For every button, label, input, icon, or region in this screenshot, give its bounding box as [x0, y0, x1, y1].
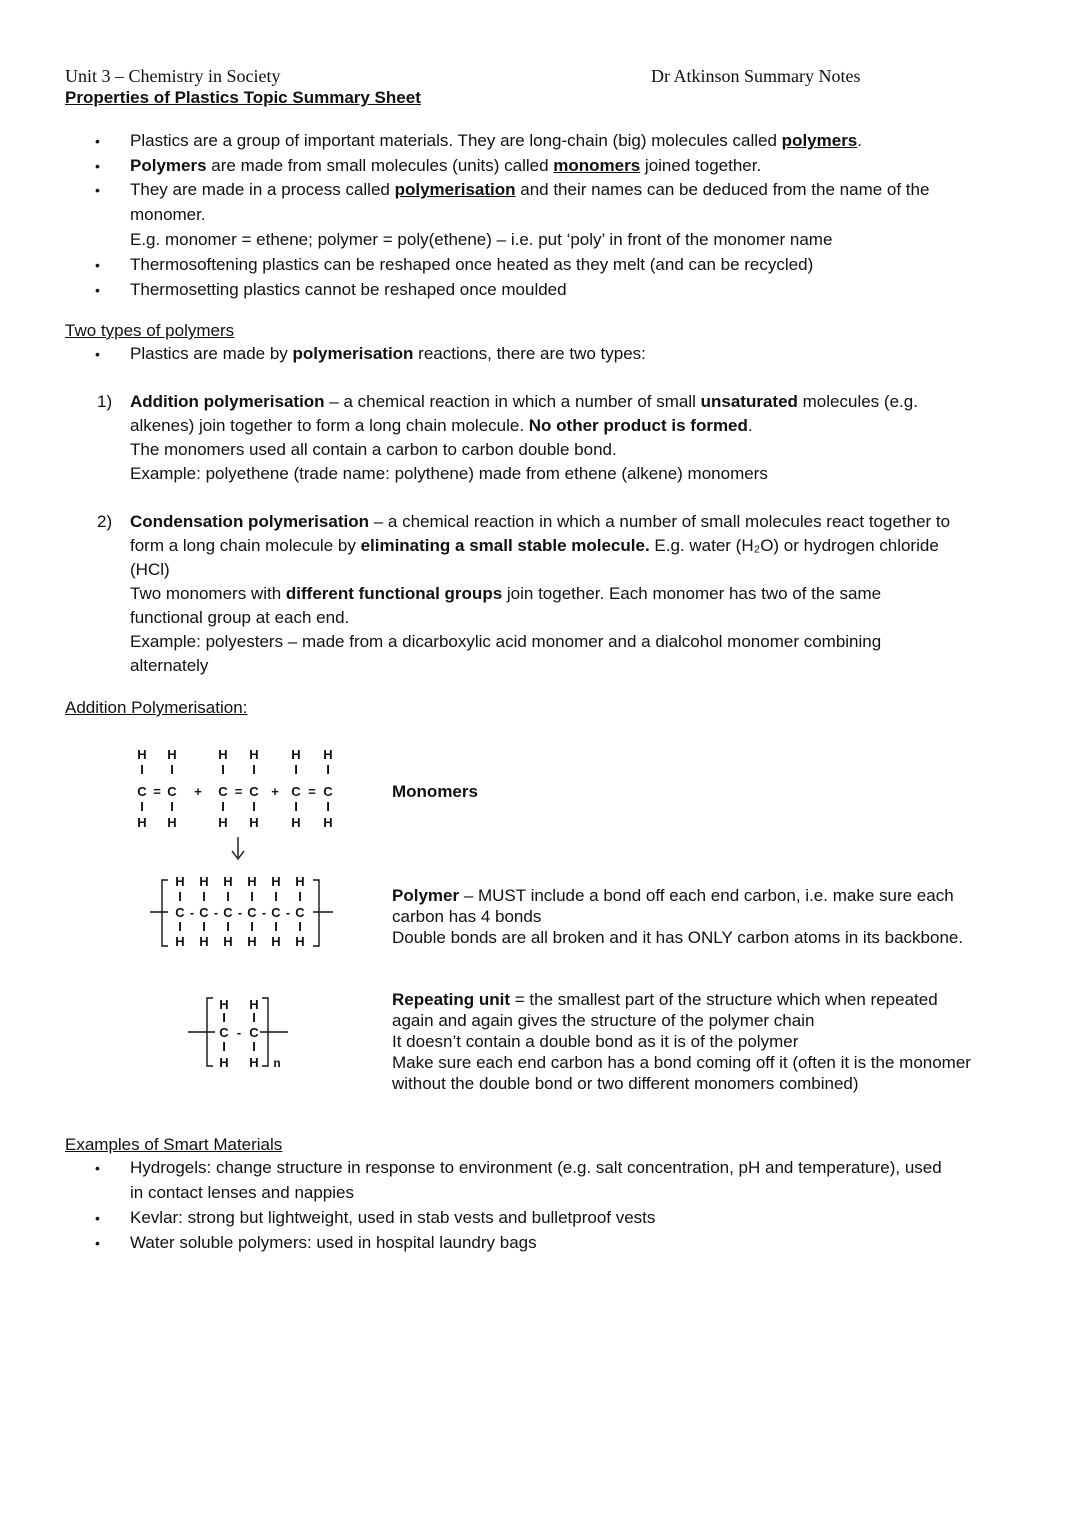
hydrogen-atom: H — [219, 997, 229, 1012]
section-heading-two-types: Two types of polymers — [65, 321, 235, 340]
carbon-atom: C — [247, 905, 257, 920]
key-term: polymerisation — [292, 344, 414, 363]
single-bond: I — [252, 1010, 256, 1025]
section-heading-smart: Examples of Smart Materials — [65, 1135, 283, 1154]
plus-sign: + — [194, 784, 202, 799]
hydrogen-atom: H — [249, 815, 259, 830]
carbon-atom: C — [295, 905, 305, 920]
condensation-polymerisation-item: 2) Condensation polymerisation – a chemical reaction in which a number of small molecules react together to form a long chain molecule by eliminating a small stable molecule. E.g. water (H₂O) or hydrogen chloride (HCl) Two monomers with different functional groups join together. Each monomer has two of the same functional group at each end. Example: polyesters – made from a dicarboxylic acid monomer and a dialcohol monomer combining alternately — [97, 512, 951, 675]
single-bond: I — [178, 919, 182, 934]
hydrogen-atom: H — [291, 747, 301, 762]
intro-continued: monomer. — [130, 205, 206, 224]
hydrogen-atom: H — [249, 997, 259, 1012]
list-item: • Plastics are a group of important materials. They are long-chain (big) molecules called polymers. — [65, 129, 1025, 154]
hydrogen-atom: H — [247, 934, 257, 949]
key-term: polymerisation — [394, 180, 516, 199]
single-bond: I — [226, 919, 230, 934]
single-bond: I — [178, 889, 182, 904]
carbon-atom: C — [218, 784, 228, 799]
hydrogen-atom: H — [219, 1055, 229, 1070]
item-number: 2) — [97, 512, 113, 531]
carbon-atom: C — [167, 784, 177, 799]
single-bond: - — [237, 905, 243, 920]
hydrogen-atom: H — [295, 934, 305, 949]
polymer-bracket-left — [162, 880, 168, 946]
author-label: Dr Atkinson Summary Notes — [651, 66, 861, 86]
list-item: • Thermosetting plastics cannot be reshaped once moulded — [65, 278, 1025, 303]
single-bond: - — [261, 905, 267, 920]
key-term: Polymer — [392, 886, 460, 905]
carbon-atom: C — [291, 784, 301, 799]
hydrogen-atom: H — [199, 874, 209, 889]
polymerisation-diagram — [120, 745, 360, 1085]
hydrogen-atom: H — [167, 815, 177, 830]
key-term: Repeating unit — [392, 990, 511, 1009]
two-types-list — [65, 342, 1025, 367]
single-bond: I — [250, 919, 254, 934]
single-bond: I — [294, 762, 298, 777]
smart-continued: in contact lenses and nappies — [130, 1183, 354, 1202]
page-title: Properties of Plastics Topic Summary Sheet — [65, 88, 421, 107]
key-term: unsaturated — [700, 392, 798, 411]
single-bond: I — [326, 799, 330, 814]
list-item: • They are made in a process called polymerisation and their names can be deduced from the name of the — [65, 178, 1025, 203]
hydrogen-atom: H — [218, 747, 228, 762]
single-bond: I — [222, 1010, 226, 1025]
single-bond: I — [202, 919, 206, 934]
hydrogen-atom: H — [167, 747, 177, 762]
hydrogen-atom: H — [223, 934, 233, 949]
hydrogen-atom: H — [323, 747, 333, 762]
intro-list-2 — [65, 253, 1025, 302]
polymer-bracket-right — [313, 880, 319, 946]
hydrogen-atom: H — [291, 815, 301, 830]
intro-list — [65, 129, 1025, 203]
key-term: Addition polymerisation — [130, 392, 325, 411]
carbon-atom: C — [223, 905, 233, 920]
single-bond: I — [170, 762, 174, 777]
hydrogen-atom: H — [249, 1055, 259, 1070]
single-bond: - — [285, 905, 291, 920]
list-item: • Thermosoftening plastics can be reshaped once heated as they melt (and can be recycled) — [65, 253, 1025, 278]
hydrogen-atom: H — [249, 747, 259, 762]
carbon-atom: C — [249, 1025, 259, 1040]
carbon-atom: C — [271, 905, 281, 920]
single-bond: I — [326, 762, 330, 777]
key-term: polymers — [781, 131, 858, 150]
hydrogen-atom: H — [175, 874, 185, 889]
single-bond: - — [236, 1025, 242, 1040]
hydrogen-atom: H — [175, 934, 185, 949]
single-bond: I — [252, 1039, 256, 1054]
single-bond: I — [226, 889, 230, 904]
double-bond: = — [308, 784, 316, 799]
single-bond: I — [221, 762, 225, 777]
key-term: No other product is formed — [528, 416, 748, 435]
smart-list — [65, 1156, 1025, 1181]
carbon-atom: C — [175, 905, 185, 920]
hydrogen-atom: H — [295, 874, 305, 889]
single-bond: I — [252, 799, 256, 814]
single-bond: I — [140, 762, 144, 777]
carbon-atom: C — [249, 784, 259, 799]
smart-list-2 — [65, 1206, 1025, 1255]
monomers-label: Monomers — [392, 782, 478, 801]
unit-title: Unit 3 – Chemistry in Society — [65, 66, 281, 86]
hydrogen-atom: H — [223, 874, 233, 889]
hydrogen-atom: H — [323, 815, 333, 830]
double-bond: = — [234, 784, 243, 799]
hydrogen-atom: H — [247, 874, 257, 889]
addition-polymerisation-item: 1) Addition polymerisation – a chemical reaction in which a number of small unsaturated molecules (e.g. alkenes) join together to form a long chain molecule. No other product is formed. The monomers used all contain a carbon to carbon double bond. Example: polyethene (trade name: polythene) made from ethene (alkene) monomers — [97, 392, 918, 483]
list-item: • Kevlar: strong but lightweight, used in stab vests and bulletproof vests — [65, 1206, 1025, 1231]
single-bond: I — [274, 889, 278, 904]
single-bond: I — [298, 889, 302, 904]
list-item: • Plastics are made by polymerisation reactions, there are two types: — [65, 342, 1025, 367]
carbon-atom: C — [323, 784, 333, 799]
section-heading-addition: Addition Polymerisation: — [65, 698, 248, 717]
hydrogen-atom: H — [271, 874, 281, 889]
carbon-atom: C — [219, 1025, 229, 1040]
carbon-atom: C — [137, 784, 147, 799]
subscript-n: n — [273, 1056, 281, 1070]
hydrogen-atom: H — [271, 934, 281, 949]
key-term: eliminating a small stable molecule. — [360, 536, 650, 555]
key-term: Condensation polymerisation — [130, 512, 369, 531]
polymer-note: Polymer – MUST include a bond off each end carbon, i.e. make sure each carbon has 4 bonds Double bonds are all broken and it has ONLY carbon atoms in its backbone. — [392, 886, 964, 947]
carbon-atom: C — [199, 905, 209, 920]
hydrogen-atom: H — [199, 934, 209, 949]
single-bond: I — [250, 889, 254, 904]
list-item: • Polymers are made from small molecules (units) called monomers joined together. — [65, 154, 1025, 179]
single-bond: I — [170, 799, 174, 814]
single-bond: I — [274, 919, 278, 934]
intro-example: E.g. monomer = ethene; polymer = poly(ethene) – i.e. put ‘poly’ in front of the monomer name — [130, 230, 833, 249]
single-bond: I — [202, 889, 206, 904]
single-bond: I — [298, 919, 302, 934]
hydrogen-atom: H — [137, 815, 147, 830]
single-bond: I — [221, 799, 225, 814]
single-bond: - — [213, 905, 219, 920]
hydrogen-atom: H — [137, 747, 147, 762]
plus-sign: + — [271, 784, 279, 799]
key-term: different functional groups — [285, 584, 503, 603]
list-item: • Water soluble polymers: used in hospital laundry bags — [65, 1231, 1025, 1256]
key-term: monomers — [553, 155, 641, 175]
repeating-unit-note: Repeating unit = the smallest part of the structure which when repeated again and again gives the structure of the polymer chain It doesn’t contain a double bond as it is of the polymer Make sure each end carbon has a bond coming off it (often it is the monomer without the double bond or two different monomers combined) — [392, 990, 971, 1093]
single-bond: I — [294, 799, 298, 814]
hydrogen-atom: H — [218, 815, 228, 830]
single-bond: - — [189, 905, 195, 920]
single-bond: I — [140, 799, 144, 814]
single-bond: I — [222, 1039, 226, 1054]
single-bond: I — [252, 762, 256, 777]
double-bond: = — [153, 784, 161, 799]
key-term: Polymers — [130, 155, 207, 175]
item-number: 1) — [97, 392, 113, 411]
list-item: • Hydrogels: change structure in response to environment (e.g. salt concentration, pH and temperature), used — [65, 1156, 1025, 1181]
